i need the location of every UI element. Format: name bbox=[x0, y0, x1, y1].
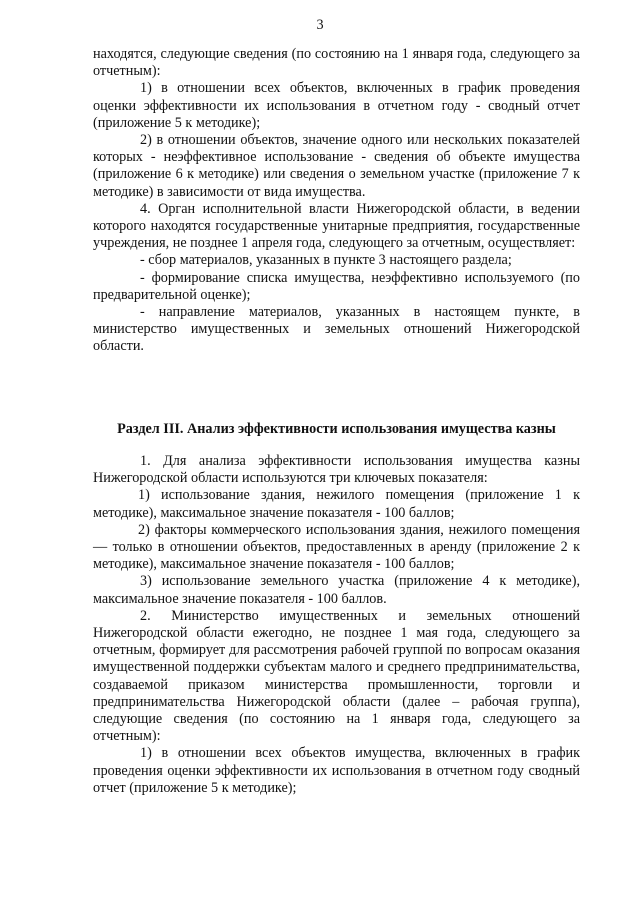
paragraph: 4. Орган исполнительной власти Нижегородской области, в ведении которого находятся государственные унитарные предприятия, государственные учреждения, не позднее 1 апреля года, следующего за отчетным, осуществляет: bbox=[93, 200, 580, 252]
list-item: - сбор материалов, указанных в пункте 3 настоящего раздела; bbox=[140, 252, 512, 269]
list-item: 1) в отношении всех объектов, включенных в график проведения оценки эффективности их использования в отчетном году - сводный отчет (приложение 5 к методике); bbox=[93, 80, 580, 131]
section-heading: Раздел III. Анализ эффективности использования имущества казны bbox=[117, 421, 556, 437]
paragraph: находятся, следующие сведения (по состоянию на 1 января года, следующего за отчетным): bbox=[93, 46, 580, 80]
list-item: 1) использование здания, нежилого помещения (приложение 1 к методике), максимальное значение показателя - 100 баллов; bbox=[93, 487, 580, 521]
paragraph: 2. Министерство имущественных и земельных отношений Нижегородской области ежегодно, не позднее 1 мая года, следующего за отчетным, формирует для рассмотрения рабочей группой по вопросам оказания имущественной поддержки субъектам малого и среднего предпринимательства, создаваемой приказом министерства промышленности, торговли и предпринимательства Нижегородской области (далее – рабочая группа), следующие сведения (по состоянию на 1 января года, следующего за отчетным): bbox=[93, 607, 580, 745]
list-item: 1) в отношении всех объектов имущества, включенных в график проведения оценки эффективности их использования в отчетном году сводный отчет (приложение 5 к методике); bbox=[93, 745, 580, 796]
list-item: 3) использование земельного участка (приложение 4 к методике), максимальное значение показателя - 100 баллов. bbox=[93, 573, 580, 607]
paragraph: 1. Для анализа эффективности использования имущества казны Нижегородской области используются три ключевых показателя: bbox=[93, 453, 580, 487]
list-item: 2) факторы коммерческого использования здания, нежилого помещения — только в отношении объектов, предоставленных в аренду (приложение 2 к методике), максимальное значение показателя - 100 баллов; bbox=[93, 521, 580, 573]
text-block-upper bbox=[93, 46, 580, 356]
text-block-lower bbox=[93, 453, 580, 797]
list-item: 2) в отношении объектов, значение одного или нескольких показателей которых - неэффективное использование - сведения об объекте имущества (приложение 6 к методике) или сведения о земельном участке (приложение 7 к методике) в зависимости от вида имущества. bbox=[93, 132, 580, 200]
list-item: - формирование списка имущества, неэффективно используемого (по предварительной оценке); bbox=[93, 269, 580, 303]
page-number: 3 bbox=[316, 17, 324, 33]
list-item: - направление материалов, указанных в настоящем пункте, в министерство имущественных и земельных отношений Нижегородской области. bbox=[93, 304, 580, 355]
